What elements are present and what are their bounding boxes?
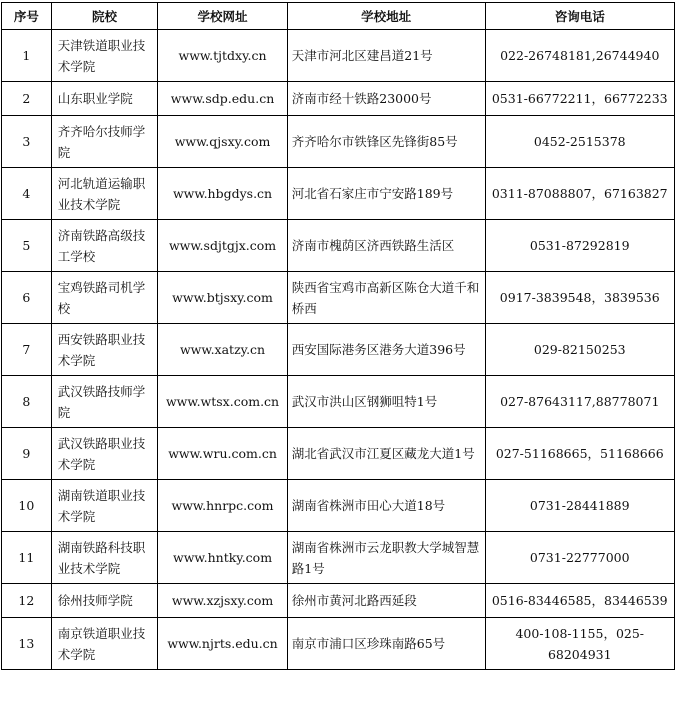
header-address: 学校地址 — [287, 3, 485, 30]
cell-school-name: 济南铁路高级技工学校 — [51, 220, 158, 272]
cell-school-name: 西安铁路职业技术学院 — [51, 324, 158, 376]
table-row — [2, 272, 675, 324]
table-row — [2, 168, 675, 220]
cell-school-name: 河北轨道运输职业技术学院 — [51, 168, 158, 220]
table-row — [2, 618, 675, 670]
cell-website[interactable]: www.sdjtgjx.com — [158, 220, 287, 272]
cell-website[interactable]: www.njrts.edu.cn — [158, 618, 287, 670]
table-row — [2, 480, 675, 532]
cell-phone: 029-82150253 — [485, 324, 675, 376]
cell-school-name: 天津铁道职业技术学院 — [51, 30, 158, 82]
cell-school-name: 南京铁道职业技术学院 — [51, 618, 158, 670]
cell-website[interactable]: www.tjtdxy.cn — [158, 30, 287, 82]
table-row — [2, 82, 675, 116]
cell-school-name: 山东职业学院 — [51, 82, 158, 116]
table-row — [2, 30, 675, 82]
table-row — [2, 324, 675, 376]
cell-index: 13 — [2, 618, 52, 670]
table-row — [2, 532, 675, 584]
table-row — [2, 428, 675, 480]
cell-website[interactable]: www.xatzy.cn — [158, 324, 287, 376]
cell-phone: 0531-87292819 — [485, 220, 675, 272]
cell-phone: 0516-83446585，83446539 — [485, 584, 675, 618]
cell-index: 6 — [2, 272, 52, 324]
cell-website[interactable]: www.hbgdys.cn — [158, 168, 287, 220]
cell-index: 5 — [2, 220, 52, 272]
cell-phone: 027-87643117,88778071 — [485, 376, 675, 428]
cell-phone: 0731-28441889 — [485, 480, 675, 532]
cell-phone: 0531-66772211，66772233 — [485, 82, 675, 116]
cell-phone: 0917-3839548，3839536 — [485, 272, 675, 324]
cell-index: 1 — [2, 30, 52, 82]
cell-website[interactable]: www.qjsxy.com — [158, 116, 287, 168]
cell-index: 11 — [2, 532, 52, 584]
header-phone: 咨询电话 — [485, 3, 675, 30]
cell-website[interactable]: www.hnrpc.com — [158, 480, 287, 532]
cell-address: 湖南省株洲市田心大道18号 — [287, 480, 485, 532]
header-index: 序号 — [2, 3, 52, 30]
cell-phone: 0311-87088807，67163827 — [485, 168, 675, 220]
cell-website[interactable]: www.wtsx.com.cn — [158, 376, 287, 428]
cell-address: 陕西省宝鸡市高新区陈仓大道千和桥西 — [287, 272, 485, 324]
cell-school-name: 湖南铁路科技职业技术学院 — [51, 532, 158, 584]
cell-phone: 0452-2515378 — [485, 116, 675, 168]
table-row — [2, 116, 675, 168]
table-row — [2, 220, 675, 272]
cell-index: 3 — [2, 116, 52, 168]
cell-address: 天津市河北区建昌道21号 — [287, 30, 485, 82]
school-contact-table — [1, 2, 675, 670]
cell-index: 10 — [2, 480, 52, 532]
cell-address: 武汉市洪山区钢狮咀特1号 — [287, 376, 485, 428]
cell-phone: 400-108-1155，025-68204931 — [485, 618, 675, 670]
cell-address: 徐州市黄河北路西延段 — [287, 584, 485, 618]
cell-website[interactable]: www.xzjsxy.com — [158, 584, 287, 618]
cell-phone: 0731-22777000 — [485, 532, 675, 584]
cell-address: 济南市经十铁路23000号 — [287, 82, 485, 116]
cell-address: 南京市浦口区珍珠南路65号 — [287, 618, 485, 670]
table-header-row — [2, 3, 675, 30]
cell-address: 济南市槐荫区济西铁路生活区 — [287, 220, 485, 272]
cell-school-name: 湖南铁道职业技术学院 — [51, 480, 158, 532]
cell-address: 湖南省株洲市云龙职教大学城智慧路1号 — [287, 532, 485, 584]
cell-index: 7 — [2, 324, 52, 376]
cell-school-name: 宝鸡铁路司机学校 — [51, 272, 158, 324]
cell-website[interactable]: www.btjsxy.com — [158, 272, 287, 324]
cell-index: 8 — [2, 376, 52, 428]
cell-website[interactable]: www.hntky.com — [158, 532, 287, 584]
header-name: 院校 — [51, 3, 158, 30]
cell-school-name: 武汉铁路职业技术学院 — [51, 428, 158, 480]
cell-address: 西安国际港务区港务大道396号 — [287, 324, 485, 376]
header-website: 学校网址 — [158, 3, 287, 30]
table-row — [2, 584, 675, 618]
cell-website[interactable]: www.sdp.edu.cn — [158, 82, 287, 116]
cell-address: 湖北省武汉市江夏区藏龙大道1号 — [287, 428, 485, 480]
cell-phone: 022-26748181,26744940 — [485, 30, 675, 82]
cell-address: 河北省石家庄市宁安路189号 — [287, 168, 485, 220]
cell-index: 9 — [2, 428, 52, 480]
cell-index: 4 — [2, 168, 52, 220]
cell-index: 2 — [2, 82, 52, 116]
cell-phone: 027-51168665，51168666 — [485, 428, 675, 480]
cell-school-name: 齐齐哈尔技师学院 — [51, 116, 158, 168]
cell-address: 齐齐哈尔市铁锋区先锋街85号 — [287, 116, 485, 168]
cell-index: 12 — [2, 584, 52, 618]
cell-website[interactable]: www.wru.com.cn — [158, 428, 287, 480]
cell-school-name: 徐州技师学院 — [51, 584, 158, 618]
cell-school-name: 武汉铁路技师学院 — [51, 376, 158, 428]
table-row — [2, 376, 675, 428]
